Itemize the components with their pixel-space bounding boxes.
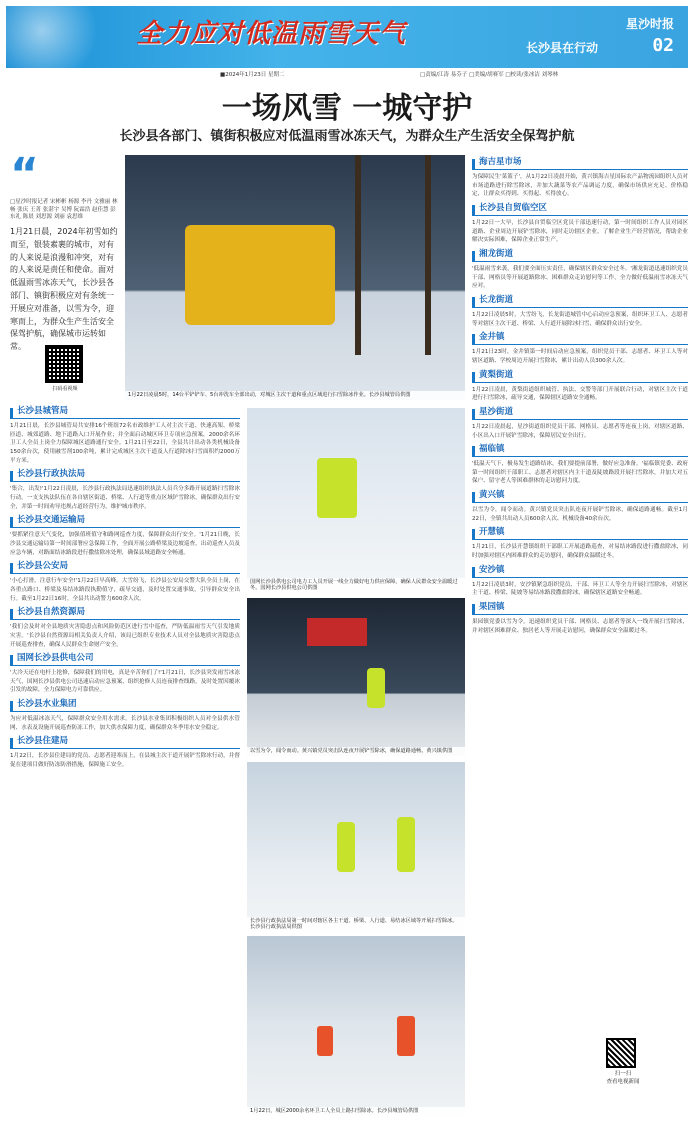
section-bar: [472, 567, 475, 577]
section-bar: [472, 159, 475, 169]
section-title: 长沙县自然资源局: [17, 607, 86, 618]
photo-enforcement-team: [247, 762, 465, 932]
worker-shape: [397, 1016, 415, 1056]
section-bar: [10, 609, 13, 619]
section-heading: [472, 203, 688, 216]
photo-snowplow: [125, 155, 465, 400]
section-bar: [472, 372, 475, 382]
worker-shape: [397, 817, 415, 872]
section-title: 长沙县水业集团: [17, 699, 77, 710]
section-title: 福临镇: [479, 444, 505, 455]
section-heading: [472, 444, 688, 457]
section-heading: [472, 370, 688, 383]
tree-trunk: [355, 155, 361, 355]
section-heading: [472, 490, 688, 503]
section-text: 1月22日凌晨起，星沙街道组织党员干部、网格员、志愿者等连夜上岗，对辖区道路、小区出入口开展铲雪除冰，保障居民安全出行。: [472, 423, 688, 439]
issue-date: ■2024年1月23日 星期二: [220, 72, 285, 78]
photo-night-shovel: [247, 598, 465, 756]
section-heading: [472, 407, 688, 420]
section-title: 湘龙街道: [479, 248, 514, 259]
banner-tagline: 长沙县在行动: [526, 41, 599, 55]
tree-trunk: [425, 155, 431, 355]
snowplow-shape: [185, 225, 335, 325]
brand-name: 星沙时报: [625, 17, 674, 31]
section-bar: [472, 334, 475, 344]
section-bar: [472, 492, 475, 502]
page-number: 02: [652, 34, 674, 56]
section-bar: [472, 604, 475, 614]
section-text: '低温天气下，极易发生道路结冰，我们要提前部署，做好应急准备。'福临镇党委、政府第一时间组织干部职工、志愿者对辖区内主干道及陡坡路段开展扫雪除冰，并加大对五保户、留守老人等困难群体的走访慰问力度。: [472, 461, 688, 485]
section-bar: [472, 446, 475, 456]
section-bar: [472, 409, 475, 419]
section-heading: [472, 332, 688, 345]
section-heading: [10, 406, 240, 419]
masthead-brand: [626, 16, 674, 58]
section-heading: [472, 249, 688, 262]
section-text: 1月21日23时，金井镇第一时间启动应急预案，组织党员干部、志愿者、环卫工人等对辖区道路、学校周边开展扫雪除冰，累计出动人员300余人次。: [472, 349, 688, 364]
section-bar: [472, 297, 475, 307]
worker-shape: [367, 668, 385, 708]
section-bar: [472, 251, 475, 261]
worker-shape: [337, 822, 355, 872]
section-heading: [472, 602, 688, 615]
section-title: 国网长沙县供电公司: [17, 653, 94, 664]
photo-caption: 国网长沙县供电公司电力工人员开展一线全力做好电力供应保障，确保人民群众安全温暖过冬。国网长沙县供电公司供图: [247, 578, 465, 594]
section-title: 黄兴镇: [479, 490, 505, 501]
section-text: '小心打滑，注意行车安全!'1月22日早高峰，大雪纷飞，长沙县公安局交警大队全员上岗，在各重点路口、桥梁及易结冰路段执勤值守，疏导交通，及时处置交通事故，引导群众安全出行。截至1月22日16时，全县共出动警力600余人次。: [10, 578, 240, 602]
section-title: 果园镇: [479, 602, 505, 613]
section-text: '大冷天还在电杆上抢修，保障我们的用电，真是辛苦你们了!'1月21日，长沙县突发雨雪冰冻天气，国网长沙县供电公司迅速启动应急预案，组织抢修人员连夜排查线路，及时处置因覆冰引发的故障，全力保障电力可靠供应。: [10, 670, 240, 694]
section-text: 1月21日晨，长沙县城管局共安排16个班组72名市政维护工人对主次干道、快速高架、桥梁匝道、城郊道路、地下道路入口开展作业；并全面启动城区环卫专项应急预案，2000余名环卫工人全员上岗全力保障城区道路通行安全。1月21日至22日，全县共计出动各类机械设备150余台次，使用融雪剂100余吨，累计完成城区主次干道及人行道除冰扫雪面积约2000万平方米。: [10, 423, 240, 464]
red-banner-shape: [307, 618, 367, 646]
section-title: 金井镇: [479, 332, 505, 343]
section-bar: [472, 529, 475, 539]
section-text: '要抓紧往意天气变化，加强值班值守和路网巡查力度，保障群众出行安全。'1月21日晚，长沙县交通运输局第一时间部署应急保障工作，全面开展公路桥梁及边坡巡查，出动巡查人员及应急车辆，对路面结冰路段进行撒盐除冰处理，确保县域道路安全畅通。: [10, 532, 240, 556]
section-text: 1月22日，长沙县住建局的党员、志愿者迎寒而上，在县城主次干道开展铲雪除冰行动，并督促在建项目做好防冻防滑措施，保障施工安全。: [10, 753, 240, 769]
qr-code-icon[interactable]: [45, 345, 83, 383]
section-text: 果园镇党委以雪为令，迅速组织党员干部、网格员、志愿者等深入一线开展扫雪除冰，并对辖区困难群众、独居老人等开展走访慰问，确保群众安全温暖过冬。: [472, 619, 688, 634]
footer-qr-caption: 扫一扫 查看电视新闻: [606, 1071, 640, 1085]
page-subtitle: 长沙县各部门、镇街积极应对低温雨雪冰冻天气，为群众生产生活安全保驾护航: [119, 129, 575, 144]
section-text: 1月22日凌晨，黄梨街道组织城管、执法、交警等部门开展联合行动，对辖区主次干道进行扫雪除冰，疏导交通，保障辖区道路安全通畅。: [472, 386, 688, 402]
section-bar: [472, 205, 475, 215]
section-text: 以雪为令，闻令而动。黄兴镇党员突击队连夜开展铲雪除冰，确保道路通畅。截至1月22日，全镇共出动人员600余人次、机械设备40余台次。: [472, 507, 688, 522]
section-bar: [10, 738, 13, 748]
section-title: 开慧镇: [479, 527, 505, 538]
section-text: '低温雨雪来袭，我们要全面压实责任，确保辖区群众安全过冬。'湘龙街道迅速组织党员干部、网格员等开展道路除冰、困难群众走访慰问等工作，全力做好低温雨雪冰冻天气应对。: [472, 265, 688, 290]
qr-caption: 扫码看视频: [52, 386, 78, 392]
section-heading: [10, 469, 240, 482]
left-article-column: [10, 402, 240, 1120]
photo-sanitation-workers: [247, 936, 465, 1116]
section-bar: [10, 408, 13, 418]
section-heading: [472, 527, 688, 540]
section-text: '我们会及时对全县地质灾害隐患点和风险防范区进行雪中巡查，严防低温雨雪天气引发地质灾害。'长沙县自然资源局相关负责人介绍，该局已组织专业技术人员对全县地质灾害隐患点开展巡查排查，确保人民群众生命财产安全。: [10, 624, 240, 648]
section-heading: [10, 515, 240, 528]
section-heading: [10, 607, 240, 620]
section-heading: [472, 565, 688, 578]
section-heading: [472, 295, 688, 308]
section-title: 星沙街道: [479, 406, 514, 417]
header-banner: [6, 6, 688, 68]
section-heading: [10, 699, 240, 712]
issue-line: [0, 70, 694, 86]
section-title: 长沙县交通运输局: [17, 515, 86, 526]
qr-code-icon[interactable]: [606, 1038, 636, 1068]
page-title: 一场风雪 一城守护: [221, 91, 473, 126]
section-title: 海吉星市场: [479, 157, 522, 167]
intro-column: [10, 149, 120, 354]
snow-decoration: [6, 6, 126, 68]
photo-caption: 长沙县行政执法局第一时间对辖区各主干道、桥梁、人行道、易结冰区域等开展扫雪除冰。长沙县行政执法局供图: [247, 917, 465, 933]
worker-shape: [317, 458, 357, 518]
section-title: 黄梨街道: [479, 369, 514, 380]
photo-power-repair: [247, 408, 465, 593]
section-title: 长沙县行政执法局: [17, 469, 86, 480]
section-title: 长沙县自贸临空区: [479, 202, 548, 213]
section-text: 1月22日凌晨5时，大雪纷飞，长龙街道城管中心启动应急预案，组织环卫工人、志愿者等对辖区主次干道、桥梁、人行道开展除冰扫雪，确保群众出行安全。: [472, 311, 688, 327]
section-bar: [10, 471, 13, 481]
section-heading: [10, 736, 240, 749]
section-bar: [10, 701, 13, 711]
section-bar: [10, 655, 13, 665]
section-text: '集合，出发!'1月22日凌晨，长沙县行政执法局迅速组织执法人员兵分多路开展道路扫雪除冰行动。一支支执法队伍在各自辖区街道、桥梁、人行道等重点区域铲雪除冰，确保群众出行安全，并第一时间劝导违规占道经营行为，维护城市秩序。: [10, 486, 240, 510]
section-text: 1月22日凌晨3时，安沙镇紧急组织党员、干部、环卫工人等全力开展扫雪除冰，对辖区主干道、桥梁、陡坡等易结冰路段撒盐除冰，确保辖区道路安全畅通。: [472, 581, 688, 597]
lead-paragraph: 1月21日晨，2024年初雪如约而至，银装素裹的城市，对有的人来说是浪漫和冲突，对有的人来说是责任和使命。面对低温雨雪冰冻天气，长沙县各部门、镇街积极应对有条统一开展应对准备，以雪为令，迎寒而上，为群众生产生活安全保驾护航，确保城市运转如常。: [10, 227, 118, 352]
section-title: 长龙街道: [479, 294, 514, 305]
section-bar: [10, 517, 13, 527]
section-text: 1月21日，长沙县开慧镇组织干部职工开展道路巡查，对易结冰路段进行撒盐除冰，同时加强对辖区内困难群众的走访慰问，确保群众温暖过冬。: [472, 544, 688, 560]
section-text: 为保障民生'菜篮子'，从1月22日凌晨开始，黄兴镇海吉星国际农产品物流园组织人员对市场道路进行除雪除冰，并加大蔬菜等农产品调运力度，确保市场供应充足、价格稳定，让群众买得到、买得起、买得放心。: [472, 174, 688, 198]
section-title: 长沙县公安局: [17, 561, 69, 572]
banner-headline: 全力应对低温雨雪天气: [136, 19, 407, 49]
photo-caption: 1月22日，城区2000余名环卫工人全员上路扫雪除冰。长沙县城管局供图: [247, 1107, 465, 1116]
section-text: 为应对低温冰冻天气，保障群众安全用水需求，长沙县水业集团积极组织人员对全县供水管网、水表及设施开展巡查防冻工作，加大供水保障力度，确保群众冬季用水安全稳定。: [10, 716, 240, 731]
right-article-column: [472, 153, 688, 1033]
photo-caption: 1月22日凌晨5时，14台平铲铲车、5台冲洗车全部出动，对城区主次干道和重点区域进行扫雪除冰作业。长沙县城管局供图: [125, 391, 465, 400]
section-text: 1月22日一大早，长沙县自贸临空区党员干部迅速行动，第一时间组织工作人员对园区道路、企业周边开展铲雪除冰，同时走访辖区企业，了解企业生产经营情况，帮助企业解决实际困难，保障企业正常生产。: [472, 219, 688, 244]
section-title: 安沙镇: [479, 564, 505, 575]
photo-caption: 以雪为令，闻令而动。黄兴镇党员突击队连夜开展铲雪除冰，确保道路通畅。黄兴镇供图: [247, 747, 465, 756]
issue-editors: □责编/江涛 易芬子 □美编/胡赛军 □校读/张冰洁 刘琴林: [420, 72, 559, 78]
section-title: 长沙县住建局: [17, 736, 69, 747]
reporter-byline: □星沙时报记者 宋彬彬 杨源 李丹 文雅丽 林畅 张庆 王菁 张湛宇 吴博 阮霖浩 赵佳慧 彭东礼 陈晨 刘思源 刘丽 袁思维: [10, 199, 118, 221]
worker-shape: [317, 1026, 333, 1056]
quote-mark-icon: “: [10, 149, 39, 200]
section-heading: [472, 157, 688, 170]
section-heading: [10, 561, 240, 574]
section-title: 长沙县城管局: [17, 406, 69, 416]
section-bar: [10, 563, 13, 573]
section-heading: [10, 653, 240, 666]
